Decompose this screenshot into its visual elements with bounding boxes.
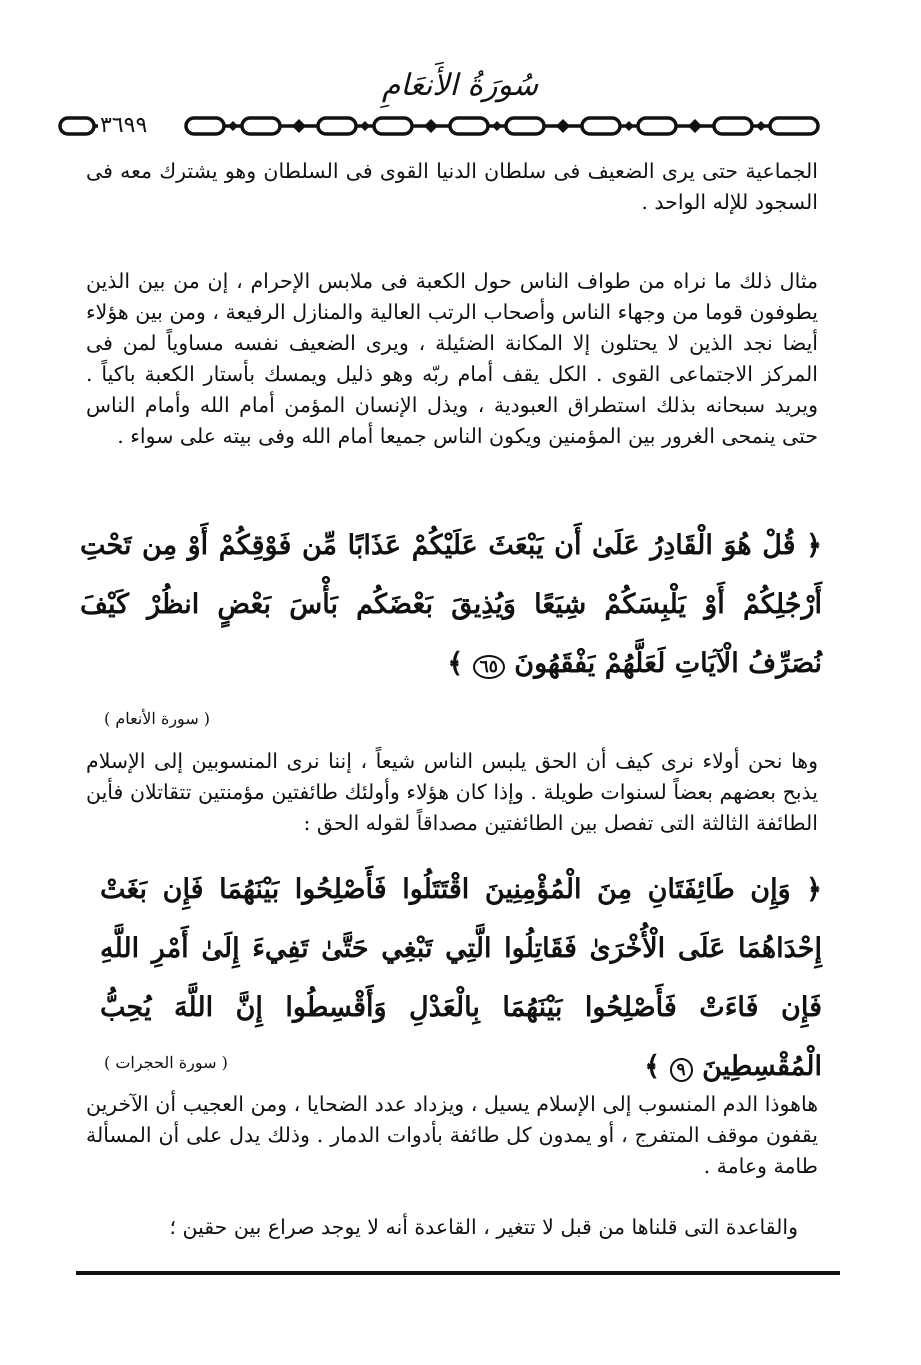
- ayah-number-marker: ٦٥: [473, 655, 505, 679]
- ayah-number-marker: ٩: [670, 1058, 693, 1082]
- verse-text: وَإِن طَائِفَتَانِ مِنَ الْمُؤْمِنِينَ اقْتَتَلُوا فَأَصْلِحُوا بَيْنَهُمَا فَإِن بَغَتْ إِحْدَاهُمَا عَلَى الْأُخْرَىٰ فَقَاتِلُوا الَّتِي تَبْغِي حَتَّىٰ تَفِيءَ إِلَىٰ أَمْرِ اللَّهِ فَإِن فَاءَتْ فَأَصْلِحُوا بَيْنَهُمَا بِالْعَدْلِ وَأَقْسِطُوا إِنَّ اللَّهَ يُحِبُّ الْمُقْسِطِينَ: [100, 874, 822, 1082]
- verse-source-label: ( سورة الأنعام ): [104, 709, 211, 728]
- surah-title: سُورَةُ الأَنعَامِ: [381, 68, 539, 103]
- verse-source-label: ( سورة الحجرات ): [104, 1053, 228, 1072]
- bottom-divider: [76, 1271, 840, 1275]
- paragraph-3: وها نحن أولاء نرى كيف أن الحق يلبس الناس شيعاً ، إننا نرى المنسوبين إلى الإسلام يذبح بعضهم بعضاً لسنوات طويلة . وإذا كان هؤلاء وأولئك طائفتين مؤمنتين تتقاتلان فأين الطائفة الثالثة التى تفصل بين الطائفتين مصداقاً لقوله الحق :: [86, 749, 818, 835]
- ornamental-border: [56, 110, 830, 144]
- verse-open-bracket: ﴿: [806, 530, 822, 561]
- verse-open-bracket: ﴿: [806, 874, 822, 905]
- paragraph-1: الجماعية حتى يرى الضعيف فى سلطان الدنيا القوى فى السلطان وهو يشترك معه فى السجود للإله الواحد .: [86, 159, 818, 214]
- verse-close-bracket: ﴾: [447, 648, 464, 679]
- page-number: ٣٦٩٩: [98, 111, 149, 141]
- verse-text: قُلْ هُوَ الْقَادِرُ عَلَىٰ أَن يَبْعَثَ عَلَيْكُمْ عَذَابًا مِّن فَوْقِكُمْ أَوْ مِن تَحْتِ أَرْجُلِكُمْ أَوْ يَلْبِسَكُمْ شِيَعًا وَيُذِيقَ بَعْضَكُم بَأْسَ بَعْضٍ انظُرْ كَيْفَ نُصَرِّفُ الْآيَاتِ لَعَلَّهُمْ يَفْقَهُونَ: [80, 530, 822, 679]
- paragraph-4: هاهوذا الدم المنسوب إلى الإسلام يسيل ، ويزداد عدد الضحايا ، ومن العجيب أن الآخرين يقفون موقف المتفرج ، أو يمدون كل طائفة بأدوات الدمار . وذلك يدل على أن المسألة طامة وعامة .: [86, 1092, 818, 1178]
- verse-close-bracket: ﴾: [644, 1051, 661, 1082]
- quran-verse-1: [80, 516, 822, 697]
- paragraph-2: مثال ذلك ما نراه من طواف الناس حول الكعبة فى ملابس الإحرام ، إن من بين الذين يطوفون قوما من وجهاء الناس وأصحاب الرتب العالية والمنازل الرفيعة ، ومن بين هؤلاء أيضا نجد الذين لا يحتلون إلا المكانة الضئيلة ، ويرى الضعيف نفسه مساوياً لمن فى المركز الاجتماعى القوى . الكل يقف أمام ربّه وهو ذليل ويمسك بأستار الكعبة باكياً . ويريد سبحانه بذلك استطراق العبودية ، ويذل الإنسان المؤمن أمام الله وأمام الناس حتى ينمحى الغرور بين المؤمنين ويكون الناس جميعا أمام الله وفى بيته على سواء .: [86, 269, 818, 448]
- paragraph-5: والقاعدة التى قلناها من قبل لا تتغير ، القاعدة أنه لا يوجد صراع بين حقين ؛: [169, 1215, 798, 1239]
